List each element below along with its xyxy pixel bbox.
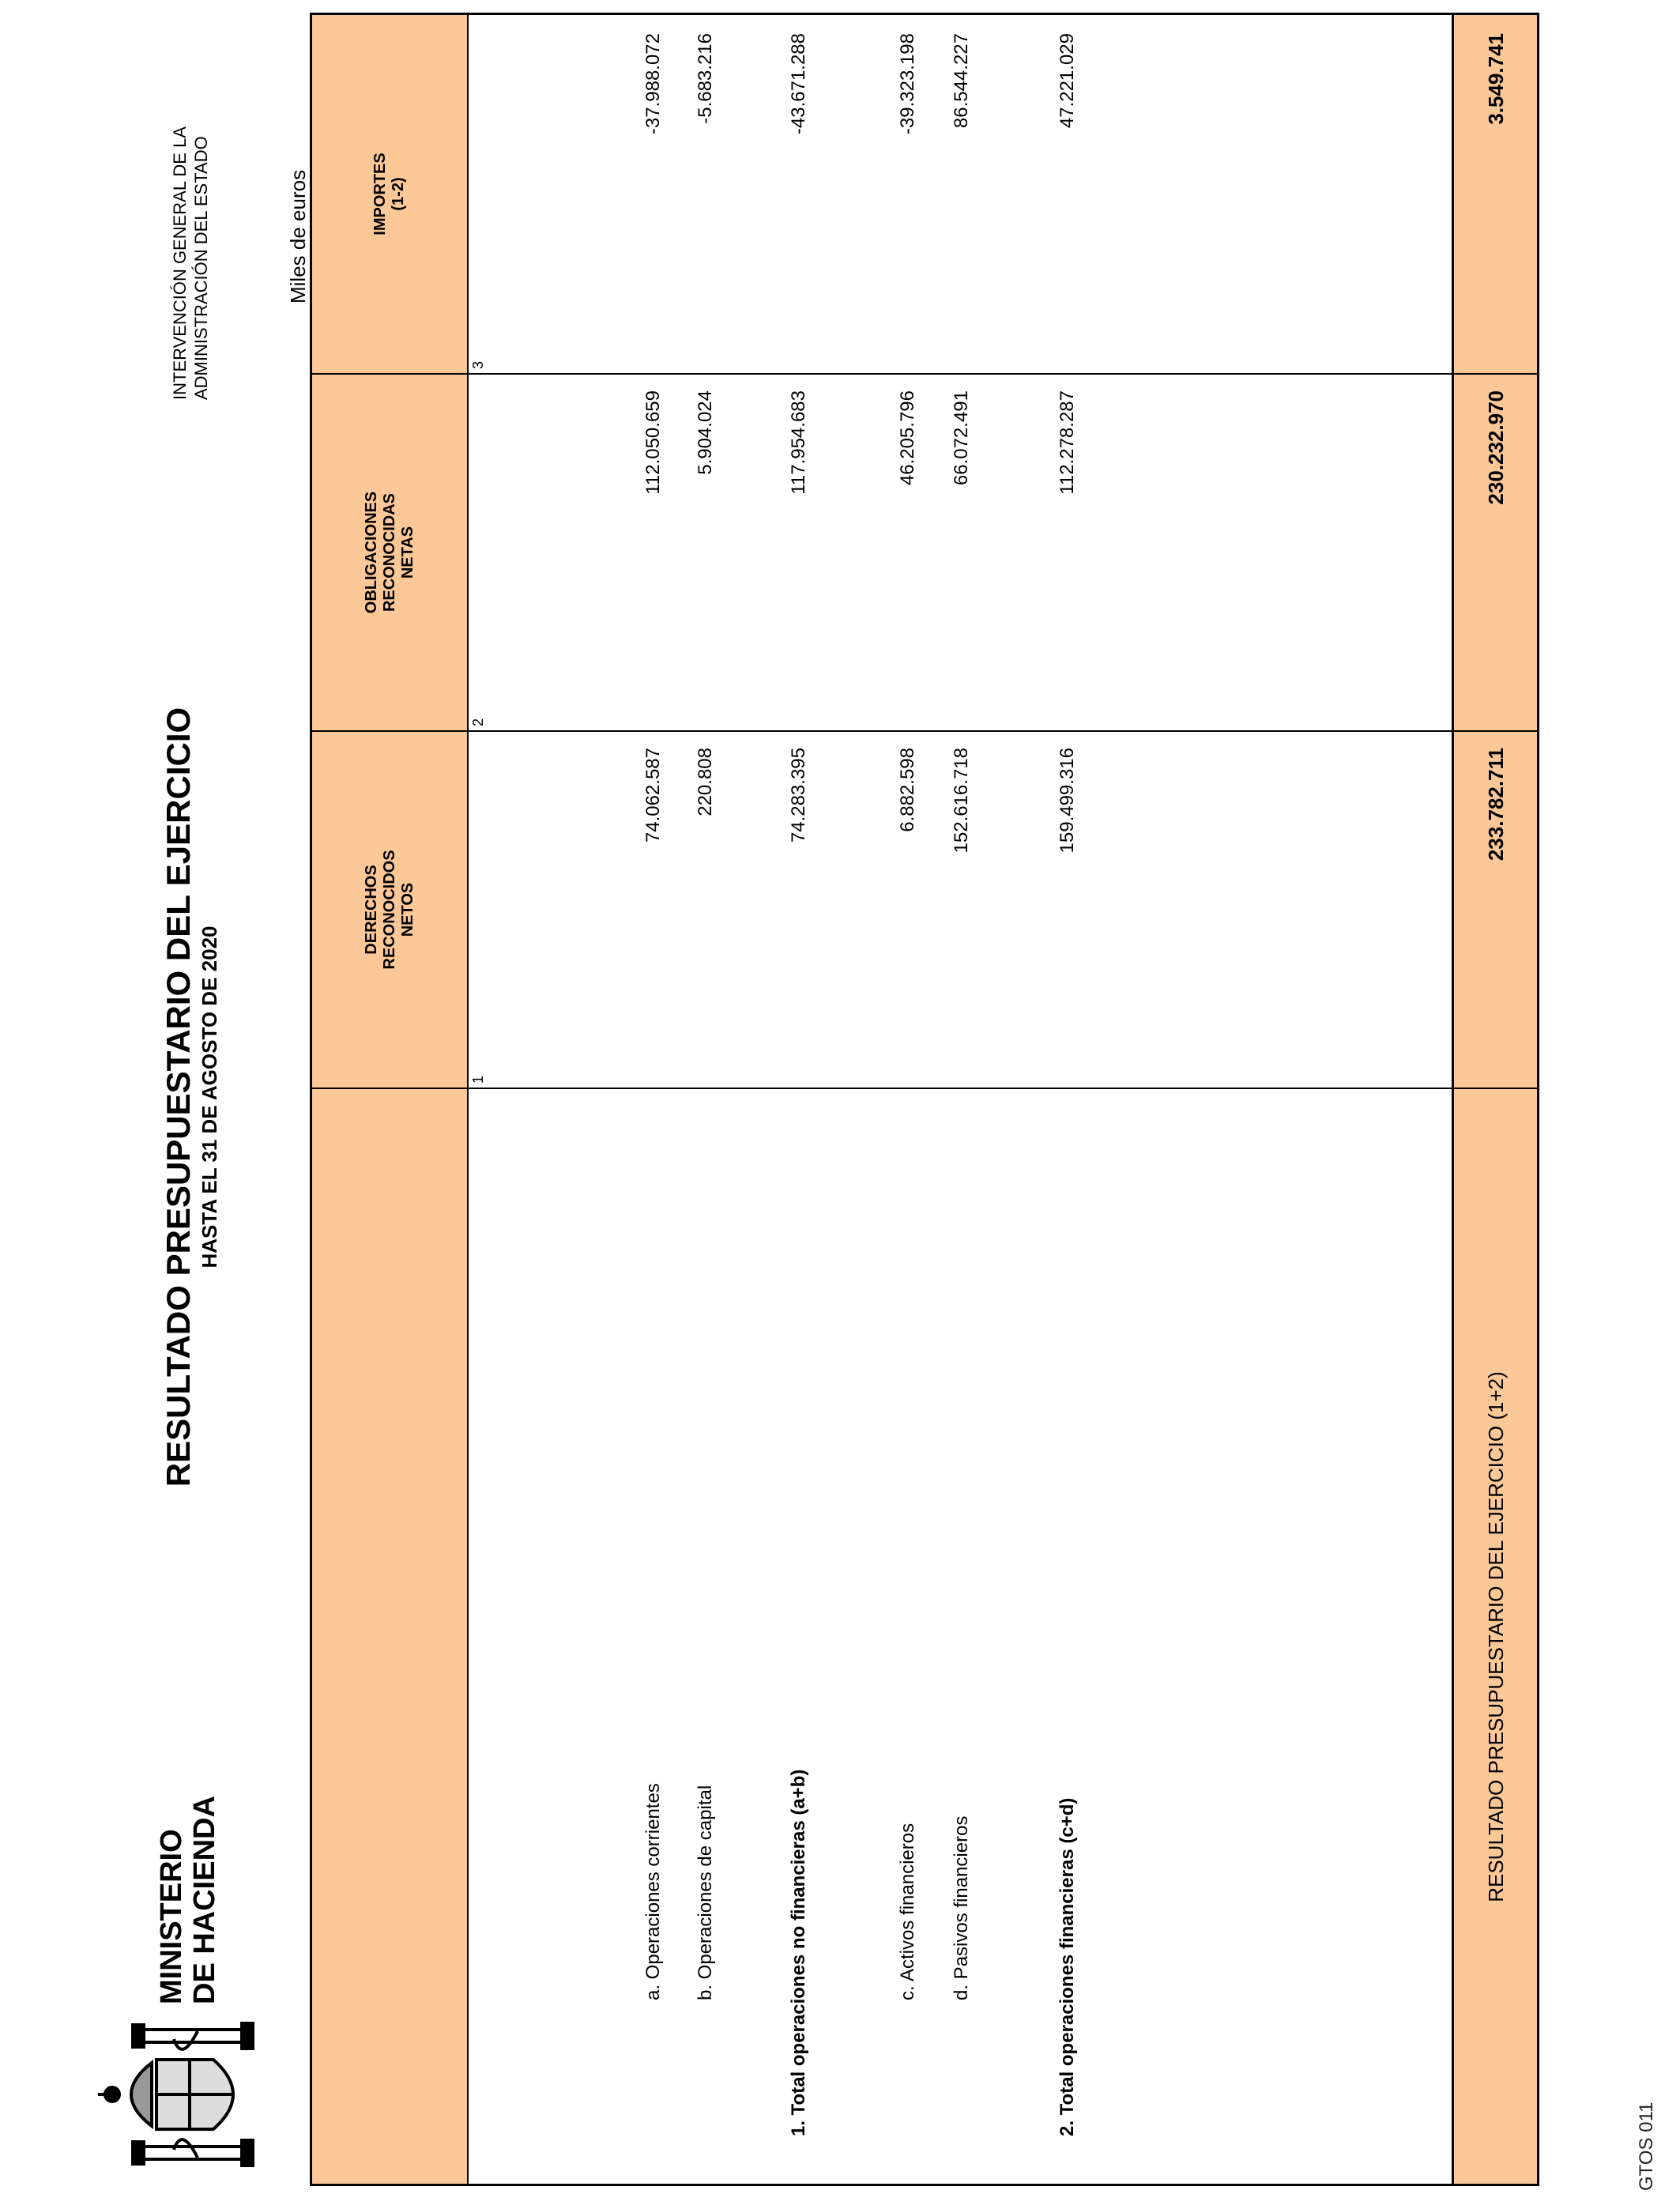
header-text: (1-2): [390, 177, 407, 211]
report-title: RESULTADO PRESUPUESTARIO DEL EJERCICIO: [160, 707, 197, 1487]
column-rule: [467, 1088, 1537, 1089]
grand-total-derechos: 233.782.711: [1484, 748, 1508, 861]
header-text: NETOS: [398, 882, 416, 937]
header-cell-obligaciones: [312, 373, 467, 730]
column-rule: [467, 373, 1537, 375]
importes-value: -39.323.198: [897, 33, 918, 135]
header-text: IMPORTES: [371, 153, 389, 236]
table-row: [688, 15, 720, 2184]
column-number: 1: [470, 1075, 486, 1084]
header-label-obligaciones: [312, 375, 467, 730]
units-note: Miles de euros: [286, 169, 310, 303]
header-rule: [467, 15, 469, 2184]
table-row: [944, 15, 976, 2184]
column-number: 2: [470, 718, 486, 726]
column-number: 3: [470, 360, 486, 369]
obligaciones-value: 112.278.287: [1057, 390, 1078, 495]
importes-value: -43.671.288: [788, 33, 809, 135]
table-row: [891, 15, 922, 2184]
header-text: RECONOCIDOS: [380, 850, 398, 970]
header-cell-derechos: [312, 730, 467, 1088]
table-row: [636, 15, 668, 2184]
table-row-total: [782, 15, 813, 2184]
derechos-value: 159.499.316: [1057, 748, 1078, 854]
grand-total-importes: 3.549.741: [1484, 33, 1508, 125]
grand-total-label: RESULTADO PRESUPUESTARIO DEL EJERCICIO (1+2): [1484, 1371, 1508, 1902]
issuer-line1: INTERVENCIÓN GENERAL DE LA: [170, 126, 190, 400]
derechos-value: 74.283.395: [788, 748, 809, 843]
grand-total-obligaciones: 230.232.970: [1484, 390, 1508, 505]
row-label: c. Activos financieros: [897, 1823, 918, 2000]
obligaciones-value: 5.904.024: [695, 390, 716, 475]
issuer-line2: ADMINISTRACIÓN DEL ESTADO: [191, 136, 211, 400]
derechos-value: 220.808: [695, 748, 716, 816]
derechos-value: 74.062.587: [642, 748, 664, 843]
row-label: 1. Total operaciones no financieras (a+b): [788, 1769, 809, 2136]
table-row-total: [1050, 15, 1082, 2184]
header-label-derechos: [312, 732, 467, 1088]
importes-value: 47.221.029: [1057, 33, 1078, 129]
column-rule: [467, 730, 1537, 732]
ministry-line1: MINISTERIO: [155, 1829, 188, 2004]
header-text: DERECHOS: [362, 865, 380, 955]
budget-result-table: [310, 13, 1539, 2186]
header-text: RECONOCIDAS: [380, 493, 398, 613]
importes-value: -37.988.072: [642, 33, 664, 135]
row-label: 2. Total operaciones financieras (c+d): [1057, 1797, 1078, 2136]
obligaciones-value: 46.205.796: [897, 390, 918, 486]
importes-value: -5.683.216: [695, 33, 716, 124]
obligaciones-value: 112.050.659: [642, 390, 664, 495]
report-subtitle: HASTA EL 31 DE AGOSTO DE 2020: [198, 925, 221, 1269]
row-label: a. Operaciones corrientes: [642, 1783, 664, 2000]
issuer-name: [169, 126, 212, 400]
header-text: OBLIGACIONES: [362, 491, 380, 614]
header-cell-importes: [312, 15, 467, 373]
grand-total-row: [1452, 15, 1537, 2184]
header-cell-concept: [312, 1088, 467, 2184]
obligaciones-value: 66.072.491: [951, 390, 972, 486]
row-label: b. Operaciones de capital: [695, 1785, 716, 2000]
header-text: NETAS: [398, 526, 416, 579]
header-label-importes: [312, 15, 467, 373]
importes-value: 86.544.227: [951, 33, 972, 129]
derechos-value: 152.616.718: [951, 748, 972, 854]
ministry-line2: DE HACIENDA: [188, 1796, 221, 2004]
derechos-value: 6.882.598: [897, 748, 918, 832]
row-label: d. Pasivos financieros: [951, 1815, 972, 2000]
obligaciones-value: 117.954.683: [788, 390, 809, 495]
form-code: GTOS 011: [1636, 2102, 1657, 2191]
